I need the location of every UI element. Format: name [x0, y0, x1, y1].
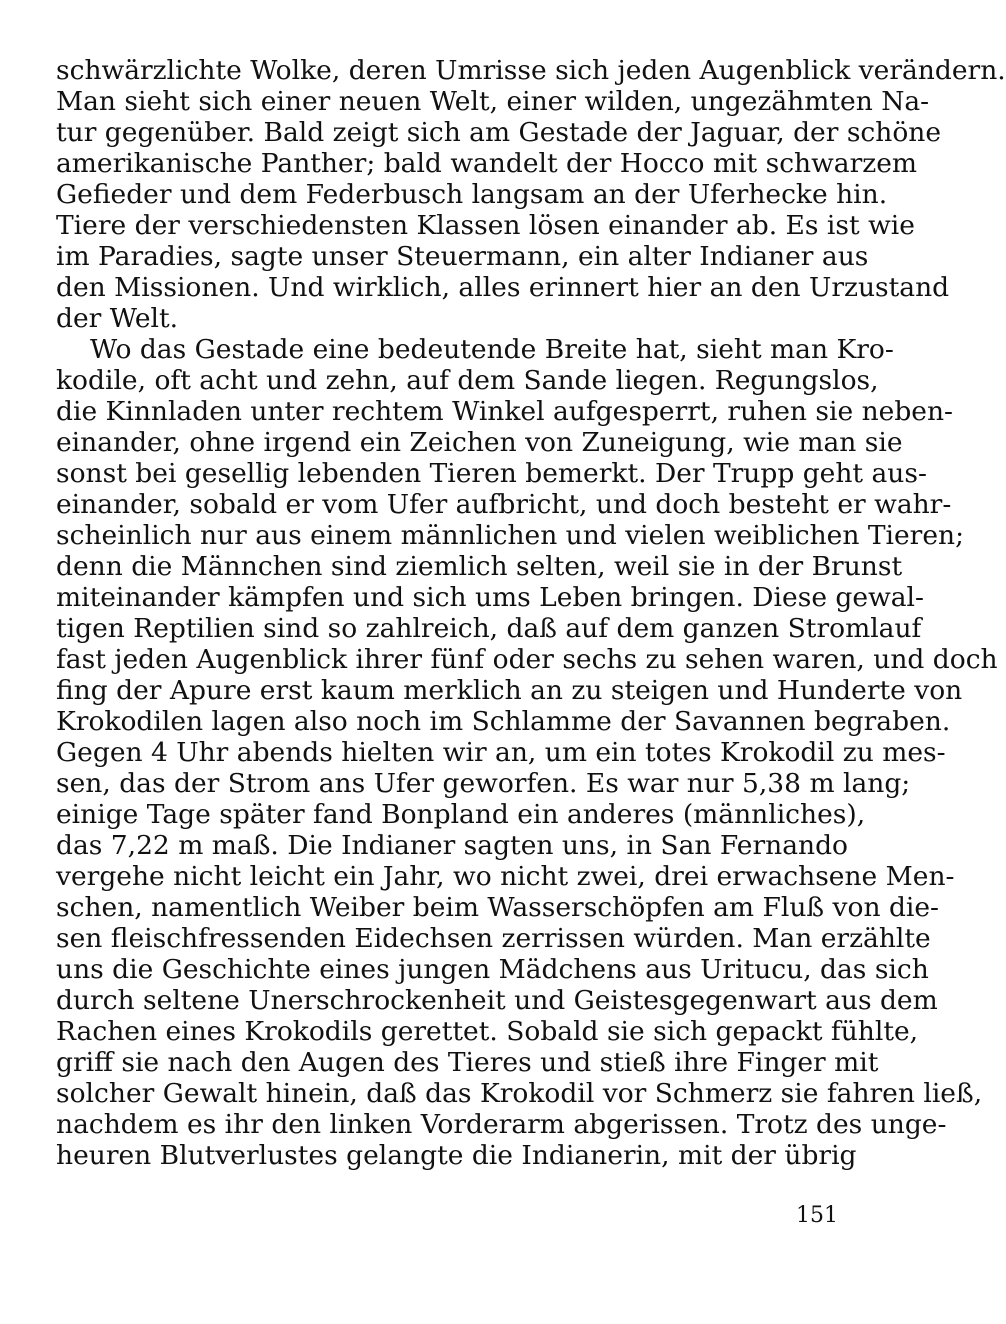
text-line: durch seltene Unerschrockenheit und Geistesgegenwart aus dem — [56, 985, 938, 1016]
text-line: kodile, oft acht und zehn, auf dem Sande liegen. Regungslos, — [56, 365, 879, 396]
text-line: einige Tage später fand Bonpland ein anderes (männliches), — [56, 799, 866, 830]
text-line: Rachen eines Krokodils gerettet. Sobald sie sich gepackt fühlte, — [56, 1016, 919, 1047]
text-line: einander, ohne irgend ein Zeichen von Zuneigung, wie man sie — [56, 427, 903, 458]
text-line: Gegen 4 Uhr abends hielten wir an, um ein totes Krokodil zu mes- — [56, 737, 946, 768]
text-line: fing der Apure erst kaum merklich an zu steigen und Hunderte von — [56, 675, 963, 706]
text-line: uns die Geschichte eines jungen Mädchens aus Uritucu, das sich — [56, 954, 929, 985]
text-line: scheinlich nur aus einem männlichen und vielen weiblichen Tieren; — [56, 520, 965, 551]
text-line: den Missionen. Und wirklich, alles erinnert hier an den Urzustand — [56, 272, 950, 303]
text-line: sonst bei gesellig lebenden Tieren bemerkt. Der Trupp geht aus- — [56, 458, 927, 489]
text-line: sen fleischfressenden Eidechsen zerrissen würden. Man erzählte — [56, 923, 931, 954]
text-line: tigen Reptilien sind so zahlreich, daß auf dem ganzen Stromlauf — [56, 613, 922, 644]
text-line: amerikanische Panther; bald wandelt der Hocco mit schwarzem — [56, 148, 918, 179]
page-number: 151 — [796, 1203, 838, 1228]
text-line: heuren Blutverlustes gelangte die Indianerin, mit der übrig — [56, 1140, 857, 1171]
text-line: vergehe nicht leicht ein Jahr, wo nicht zwei, drei erwachsene Men- — [56, 861, 955, 892]
text-line: einander, sobald er vom Ufer aufbricht, und doch besteht er wahr- — [56, 489, 952, 520]
text-line: Tiere der verschiedensten Klassen lösen einander ab. Es ist wie — [56, 210, 915, 241]
text-line: Gefieder und dem Federbusch langsam an der Uferhecke hin. — [56, 179, 888, 210]
text-line: schen, namentlich Weiber beim Wasserschöpfen am Fluß von die- — [56, 892, 940, 923]
page-text — [56, 55, 1006, 1171]
text-line: Krokodilen lagen also noch im Schlamme der Savannen begraben. — [56, 706, 951, 737]
text-line: das 7,22 m maß. Die Indianer sagten uns, in San Fernando — [56, 830, 848, 861]
text-line: die Kinnladen unter rechtem Winkel aufgesperrt, ruhen sie neben- — [56, 396, 953, 427]
text-line: der Welt. — [56, 303, 179, 334]
text-line: Man sieht sich einer neuen Welt, einer wilden, ungezähmten Na- — [56, 86, 930, 117]
text-line: nachdem es ihr den linken Vorderarm abgerissen. Trotz des unge- — [56, 1109, 947, 1140]
text-line: griff sie nach den Augen des Tieres und stieß ihre Finger mit — [56, 1047, 879, 1078]
text-line: schwärzlichte Wolke, deren Umrisse sich jeden Augenblick verändern. — [56, 55, 1006, 86]
text-line: denn die Männchen sind ziemlich selten, weil sie in der Brunst — [56, 551, 903, 582]
text-line: tur gegenüber. Bald zeigt sich am Gestade der Jaguar, der schöne — [56, 117, 942, 148]
text-line: sen, das der Strom ans Ufer geworfen. Es war nur 5,38 m lang; — [56, 768, 911, 799]
text-line: im Paradies, sagte unser Steuermann, ein alter Indianer aus — [56, 241, 869, 272]
text-line: solcher Gewalt hinein, daß das Krokodil vor Schmerz sie fahren ließ, — [56, 1078, 983, 1109]
text-line: fast jeden Augenblick ihrer fünf oder sechs zu sehen waren, und doch — [56, 644, 998, 675]
text-line: Wo das Gestade eine bedeutende Breite hat, sieht man Kro- — [90, 334, 894, 365]
text-line: miteinander kämpfen und sich ums Leben bringen. Diese gewal- — [56, 582, 924, 613]
